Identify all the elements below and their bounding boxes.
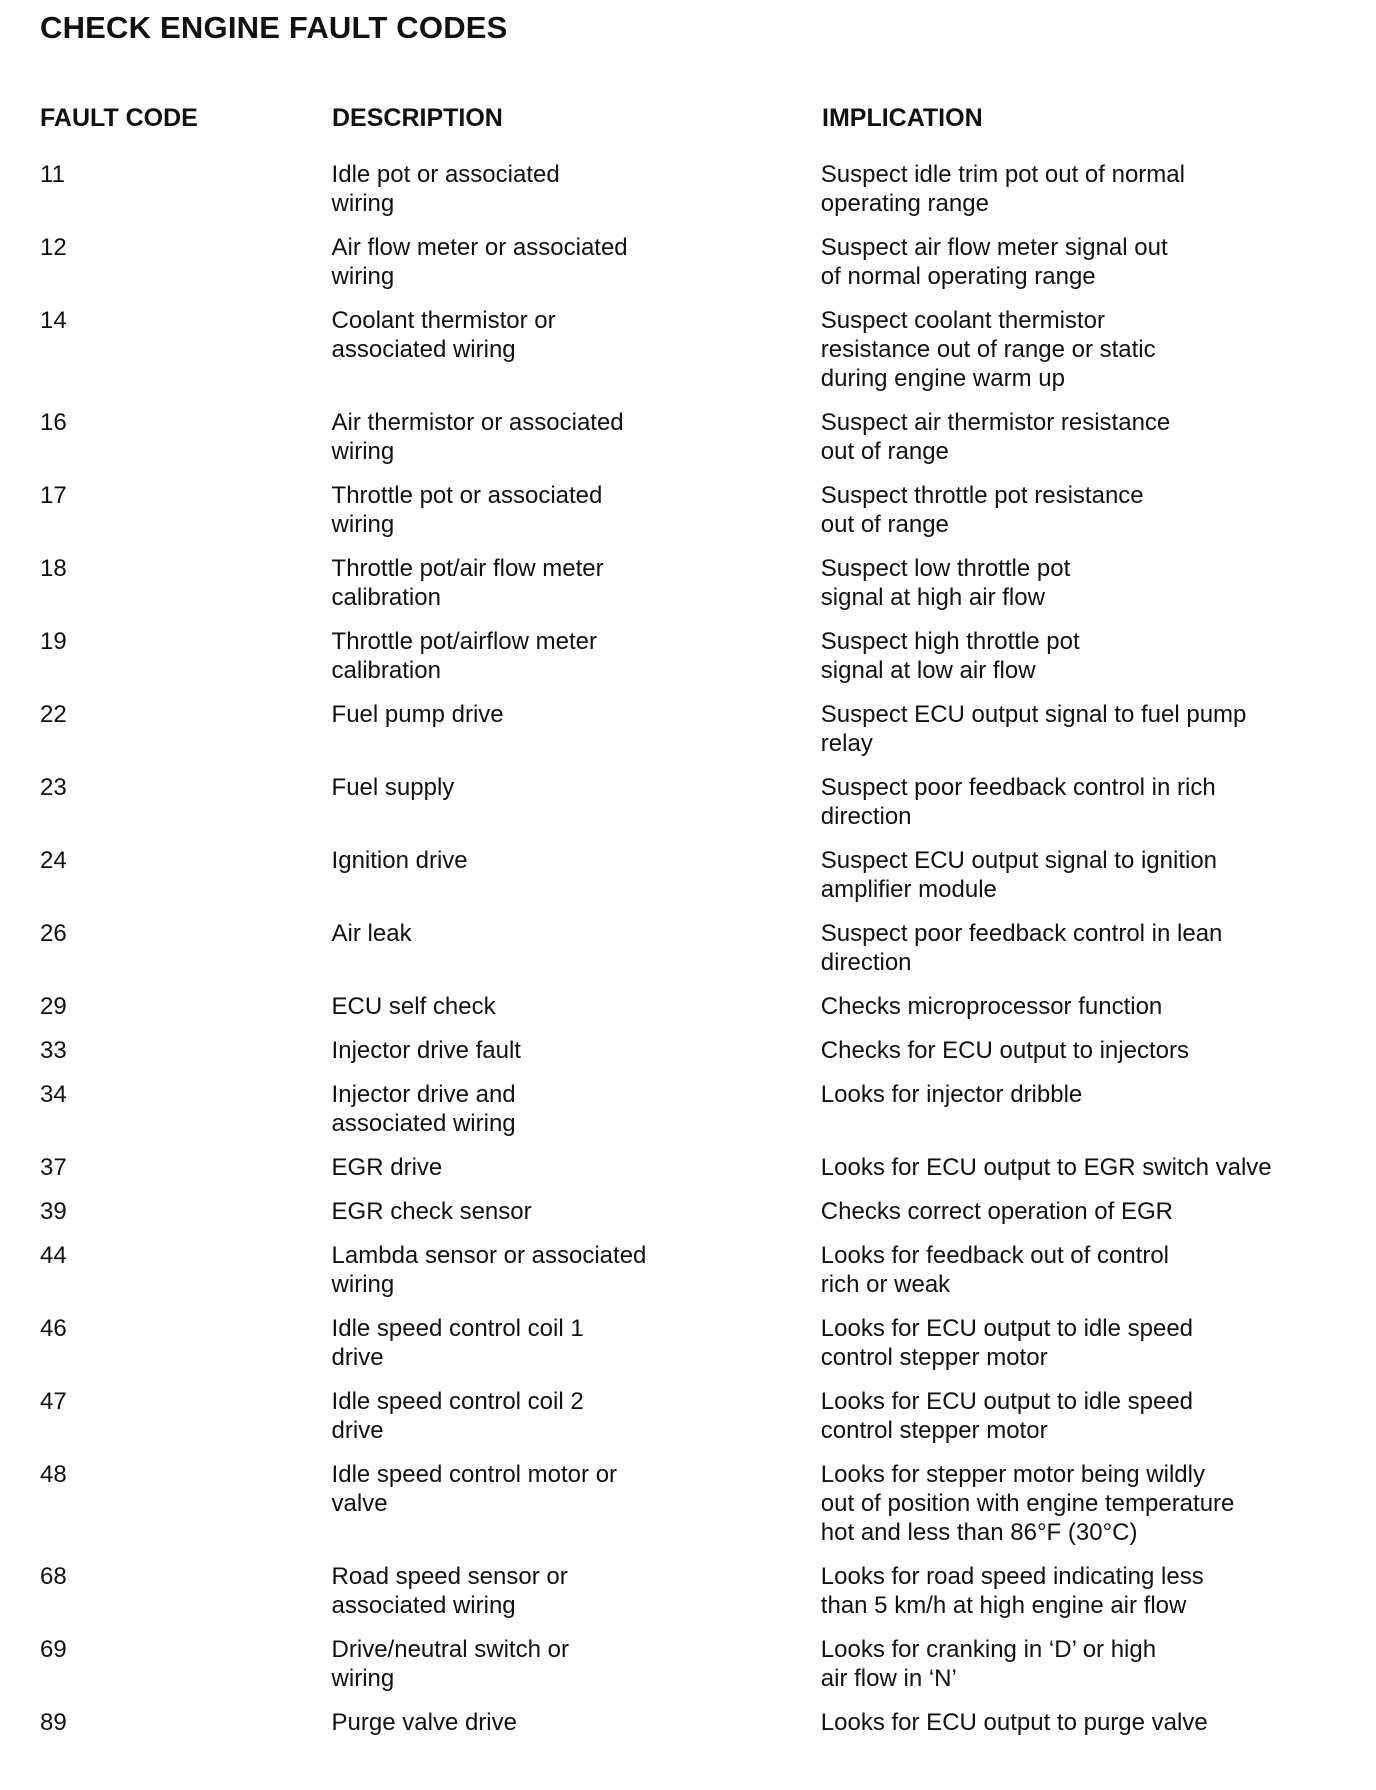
table-row (40, 992, 1340, 1036)
fault-description: Lambda sensor or associated wiring (331, 1242, 647, 1298)
fault-code: 34 (40, 1081, 67, 1108)
fault-implication: Looks for road speed indicating less than 5 km/h at high engine air flow (820, 1563, 1204, 1619)
fault-description: Injector drive and associated wiring (331, 1081, 516, 1137)
fault-description: Idle speed control coil 2 drive (331, 1388, 584, 1444)
fault-description: Ignition drive (331, 847, 468, 874)
table-row (40, 1036, 1340, 1080)
fault-implication: Suspect air flow meter signal out of normal operating range (820, 234, 1168, 290)
table-row (40, 1460, 1340, 1562)
page-title: CHECK ENGINE FAULT CODES (40, 10, 508, 45)
fault-implication: Suspect high throttle pot signal at low air flow (820, 628, 1080, 684)
fault-description: Injector drive fault (331, 1037, 521, 1064)
column-header-implication: IMPLICATION (822, 104, 983, 132)
fault-description: Drive/neutral switch or wiring (331, 1636, 569, 1692)
fault-code-table (40, 160, 1340, 1752)
fault-description: Fuel supply (331, 774, 455, 801)
fault-code: 39 (40, 1198, 67, 1225)
fault-code: 29 (40, 993, 67, 1020)
table-row (40, 1387, 1340, 1460)
fault-description: EGR check sensor (331, 1198, 532, 1225)
fault-code: 14 (40, 307, 67, 334)
fault-code: 22 (40, 701, 67, 728)
table-row (40, 1314, 1340, 1387)
table-row (40, 481, 1340, 554)
fault-implication: Looks for ECU output to purge valve (820, 1709, 1208, 1736)
fault-description: Air flow meter or associated wiring (331, 234, 628, 290)
fault-code: 33 (40, 1037, 67, 1064)
fault-description: Idle speed control motor or valve (331, 1461, 618, 1517)
column-header-fault-code: FAULT CODE (40, 104, 198, 132)
table-row (40, 1241, 1340, 1314)
fault-code: 23 (40, 774, 67, 801)
fault-implication: Suspect poor feedback control in lean direction (820, 920, 1223, 976)
fault-code: 18 (40, 555, 67, 582)
fault-implication: Suspect ECU output signal to fuel pump relay (820, 701, 1247, 757)
fault-implication: Suspect air thermistor resistance out of range (820, 409, 1171, 465)
fault-code: 24 (40, 847, 67, 874)
fault-implication: Checks correct operation of EGR (820, 1198, 1173, 1225)
fault-code: 12 (40, 234, 67, 261)
fault-description: ECU self check (331, 993, 496, 1020)
fault-description: Air thermistor or associated wiring (331, 409, 624, 465)
table-row (40, 919, 1340, 992)
fault-description: Throttle pot/airflow meter calibration (331, 628, 597, 684)
fault-code: 48 (40, 1461, 67, 1488)
table-row (40, 1153, 1340, 1197)
table-row (40, 306, 1340, 408)
fault-implication: Looks for cranking in ‘D’ or high air flow in ‘N’ (820, 1636, 1157, 1692)
table-row (40, 1708, 1340, 1752)
table-row (40, 700, 1340, 773)
fault-implication: Checks microprocessor function (820, 993, 1163, 1020)
table-row (40, 554, 1340, 627)
fault-code: 44 (40, 1242, 67, 1269)
fault-description: Road speed sensor or associated wiring (331, 1563, 568, 1619)
table-row (40, 233, 1340, 306)
fault-description: Idle speed control coil 1 drive (331, 1315, 584, 1371)
column-header-description: DESCRIPTION (332, 104, 503, 132)
fault-implication: Looks for ECU output to EGR switch valve (820, 1154, 1272, 1181)
fault-implication: Suspect low throttle pot signal at high air flow (820, 555, 1071, 611)
fault-description: Throttle pot/air flow meter calibration (331, 555, 604, 611)
fault-code: 46 (40, 1315, 67, 1342)
fault-implication: Looks for injector dribble (820, 1081, 1083, 1108)
table-row (40, 627, 1340, 700)
fault-implication: Looks for feedback out of control rich or weak (820, 1242, 1170, 1298)
fault-code: 69 (40, 1636, 67, 1663)
fault-implication: Looks for stepper motor being wildly out of position with engine temperature hot and less than 86°F (30°C) (820, 1461, 1235, 1546)
fault-code: 68 (40, 1563, 67, 1590)
fault-implication: Suspect ECU output signal to ignition amplifier module (820, 847, 1218, 903)
table-row (40, 160, 1340, 233)
fault-implication: Checks for ECU output to injectors (820, 1037, 1189, 1064)
table-row (40, 1635, 1340, 1708)
fault-code: 37 (40, 1154, 67, 1181)
fault-code: 11 (40, 161, 65, 188)
fault-description: Idle pot or associated wiring (331, 161, 560, 217)
table-row (40, 408, 1340, 481)
fault-description: Coolant thermistor or associated wiring (331, 307, 556, 363)
fault-description: Fuel pump drive (331, 701, 504, 728)
fault-code: 47 (40, 1388, 67, 1415)
fault-implication: Suspect idle trim pot out of normal operating range (820, 161, 1185, 217)
fault-implication: Suspect throttle pot resistance out of range (820, 482, 1144, 538)
fault-implication: Suspect coolant thermistor resistance out of range or static during engine warm up (820, 307, 1156, 392)
fault-code: 89 (40, 1709, 67, 1736)
table-row (40, 846, 1340, 919)
fault-code: 26 (40, 920, 67, 947)
fault-implication: Looks for ECU output to idle speed control stepper motor (820, 1388, 1194, 1444)
table-row (40, 773, 1340, 846)
fault-code: 16 (40, 409, 67, 436)
fault-code: 19 (40, 628, 67, 655)
fault-description: Throttle pot or associated wiring (331, 482, 603, 538)
fault-description: EGR drive (331, 1154, 443, 1181)
table-row (40, 1562, 1340, 1635)
table-row (40, 1080, 1340, 1153)
fault-description: Purge valve drive (331, 1709, 517, 1736)
fault-implication: Looks for ECU output to idle speed control stepper motor (820, 1315, 1194, 1371)
fault-code: 17 (40, 482, 67, 509)
table-row (40, 1197, 1340, 1241)
fault-implication: Suspect poor feedback control in rich direction (820, 774, 1216, 830)
fault-description: Air leak (331, 920, 412, 947)
